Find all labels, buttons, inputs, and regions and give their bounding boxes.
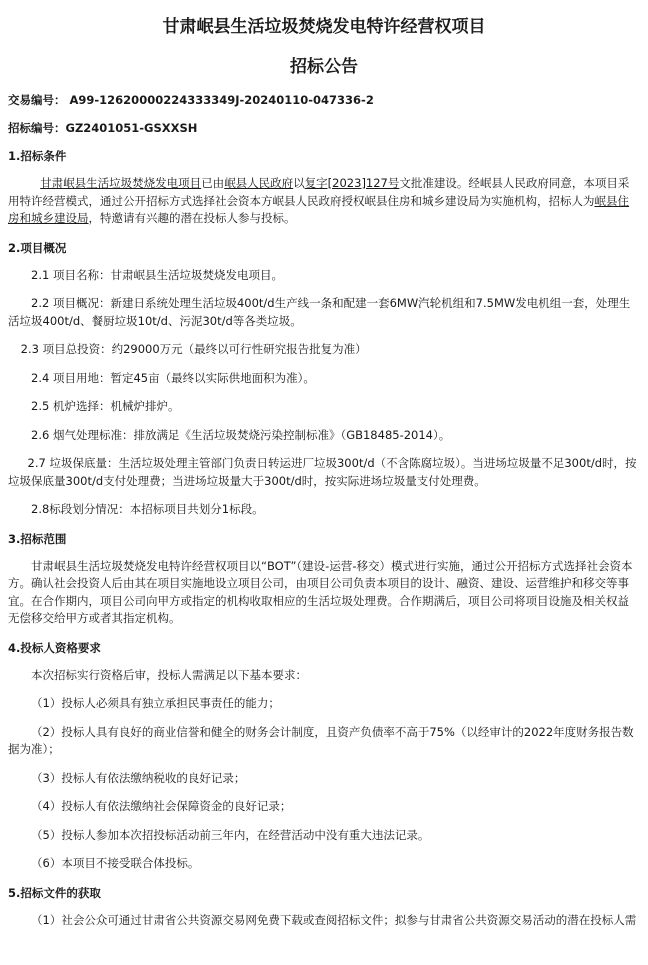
document-acquisition-paragraph: （1）社会公众可通过甘肃省公共资源交易网免费下载或查阅招标文件；拟参与甘肃省公共资源交易活动的潜在投标人需: [31, 912, 637, 927]
overview-item-2-8: 2.8标段划分情况：本招标项目共划分1标段。: [31, 502, 264, 516]
document-subtitle: 招标公告: [290, 57, 358, 77]
approver-underlined: 岷县人民政府: [224, 176, 294, 190]
trade-number: 交易编号： A99-12620000224333349J-20240110-047336-2: [8, 93, 374, 107]
section-2-heading: 2.项目概况: [8, 240, 67, 255]
text-run: 以: [293, 176, 305, 190]
tenderer-underlined: 岷县住房和城乡建设局: [8, 193, 629, 225]
qualification-intro: 本次招标实行资格后审，投标人需满足以下基本要求：: [31, 667, 307, 682]
document-title: 甘肃岷县生活垃圾焚烧发电特许经营权项目: [162, 17, 486, 37]
qualification-item-5: （5）投标人参加本次招投标活动前三年内，在经营活动中没有重大违法记录。: [31, 827, 430, 842]
text-run: 文批准建设。经岷县人民政府同意，本项目采用特许经营模式，通过公开招标方式选择社会资本方岷县人民政府授权岷县住房和城乡建设局为实施机构，招标人为: [8, 176, 630, 208]
overview-item-2-7: 2.7 垃圾保底量：生活垃圾处理主管部门负责日转运进厂垃圾300t/d（不含陈腐垃圾）。当进场垃圾量不足300t/d时，按垃圾保底量300t/d支付处理费；当进场垃圾量大于300t/d时，按实际进场垃圾量支付处理费。: [8, 456, 637, 488]
bid-number: 招标编号：GZ2401051-GSXXSH: [8, 121, 198, 135]
overview-item-2-4: 2.4 项目用地：暂定45亩（最终以实际供地面积为准）。: [31, 370, 315, 385]
section-1-heading: 1.招标条件: [8, 149, 67, 163]
project-name-underlined: 甘肃岷县生活垃圾焚烧发电项目: [40, 176, 202, 190]
overview-item-2-1: 2.1 项目名称：甘肃岷县生活垃圾焚烧发电项目。: [31, 267, 283, 282]
overview-item-2-3: 2.3 项目总投资：约29000万元（最终以可行性研究报告批复为准）: [20, 342, 367, 356]
qualification-item-4: （4）投标人有依法缴纳社会保障资金的良好记录；: [31, 799, 292, 813]
overview-item-2-5: 2.5 机炉选择：机械炉排炉。: [31, 399, 180, 413]
approval-doc-underlined: 复字[2023]127号: [304, 176, 400, 190]
text-run: ，特邀请有兴趣的潜在投标人参与投标。: [88, 211, 296, 225]
section-1-paragraph: [8, 175, 640, 228]
overview-item-2-6: 2.6 烟气处理标准：排放满足《生活垃圾焚烧污染控制标准》（GB18485-2014）。: [31, 427, 451, 442]
scope-paragraph: 甘肃岷县生活垃圾焚烧发电特许经营权项目以“BOT”（建设-运营-移交）模式进行实施，通过公开招标方式选择社会资本方。确认社会投资人后由其在项目实施地设立项目公司，由项目公司负责本项目的设计、融资、建设、运营维护和移交等事宜。在合作期内，项目公司向甲方或指定的机构收取相应的生活垃圾处理费。合作期满后，项目公司将项目设施及相关权益无偿移交给甲方或者其指定机构。: [8, 558, 633, 625]
section-4-heading: 4.投标人资格要求: [8, 640, 101, 655]
section-5-heading: 5.招标文件的获取: [8, 885, 101, 900]
section-3-heading: 3.招标范围: [8, 531, 67, 546]
qualification-item-6: （6）本项目不接受联合体投标。: [31, 856, 200, 870]
qualification-item-3: （3）投标人有依法缴纳税收的良好记录；: [31, 770, 246, 785]
text-run: 已由: [201, 176, 225, 190]
qualification-item-2: （2）投标人具有良好的商业信誉和健全的财务会计制度，且资产负债率不高于75%（以经审计的2022年度财务报告数据为准）；: [8, 724, 634, 756]
overview-item-2-2: 2.2 项目概况：新建日系统处理生活垃圾400t/d生产线一条和配建一套6MW汽轮机组和7.5MW发电机组一套，处理生活垃圾400t/d、餐厨垃圾10t/d、污泥30t/d等各类垃圾。: [8, 296, 631, 328]
qualification-item-1: （1）投标人必须具有独立承担民事责任的能力；: [31, 696, 280, 710]
